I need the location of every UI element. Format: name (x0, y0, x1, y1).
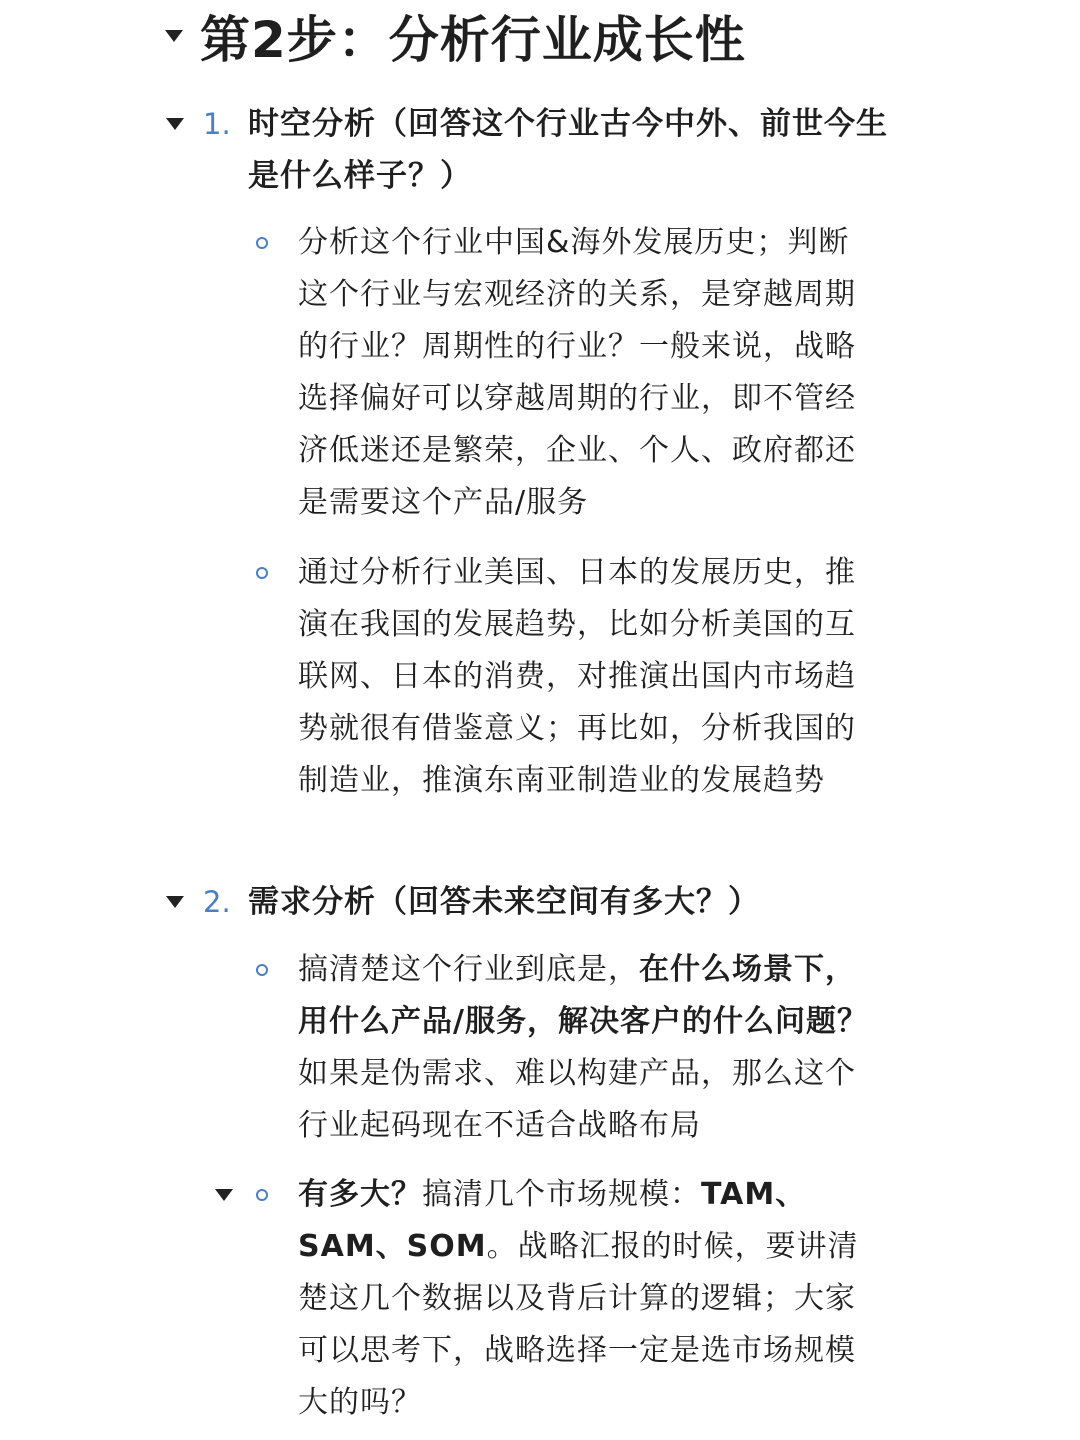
item-2-bullet-1 (298, 944, 873, 1152)
bullet-2-bold-2: TAM、SAM、SOM (298, 1177, 807, 1264)
bullet-2-bold-1: 有多大？ (298, 1177, 422, 1212)
bullet-2-text-2: 。战略汇报的时候，要讲清楚这几个数据以及背后计算的逻辑；大家可以思考下，战略选择一定是选市场规模大的吗？ (298, 1229, 859, 1420)
section-heading: 第2步：分析行业成长性 (200, 11, 746, 69)
bullet-circle-icon (256, 964, 268, 976)
bullet-1-suffix: 如果是伪需求、难以构建产品，那么这个行业起码现在不适合战略布局 (298, 1056, 856, 1143)
item-1-title: 时空分析（回答这个行业古今中外、前世今生是什么样子？） (248, 106, 888, 194)
bullet-1-bold: 在什么场景下，用什么产品/服务，解决客户的什么问题？ (298, 952, 868, 1039)
bullet-circle-icon (256, 567, 268, 579)
bullet-1-prefix: 搞清楚这个行业到底是， (298, 952, 639, 987)
bullet-2-text-1: 搞清几个市场规模： (422, 1177, 701, 1212)
sub-item-collapse-toggle-icon[interactable] (215, 1189, 233, 1201)
item-2-collapse-toggle-icon[interactable] (166, 896, 184, 908)
item-1-number: 1. (203, 107, 231, 141)
item-1-bullet-1: 分析这个行业中国&海外发展历史；判断这个行业与宏观经济的关系，是穿越周期的行业？周期性的行业？一般来说，战略选择偏好可以穿越周期的行业，即不管经济低迷还是繁荣，企业、个人、政府都还是需要这个产品/服务 (298, 225, 856, 520)
item-2-bullet-2 (298, 1169, 873, 1429)
item-1-collapse-toggle-icon[interactable] (166, 118, 184, 130)
bullet-circle-icon (256, 237, 268, 249)
item-2-title: 需求分析（回答未来空间有多大？） (248, 884, 760, 920)
item-2-number: 2. (203, 885, 231, 919)
item-1-bullet-2: 通过分析行业美国、日本的发展历史，推演在我国的发展趋势，比如分析美国的互联网、日本的消费，对推演出国内市场趋势就很有借鉴意义；再比如，分析我国的制造业，推演东南亚制造业的发展趋势 (298, 555, 856, 798)
heading-collapse-toggle-icon[interactable] (165, 30, 183, 42)
bullet-circle-icon (256, 1189, 268, 1201)
